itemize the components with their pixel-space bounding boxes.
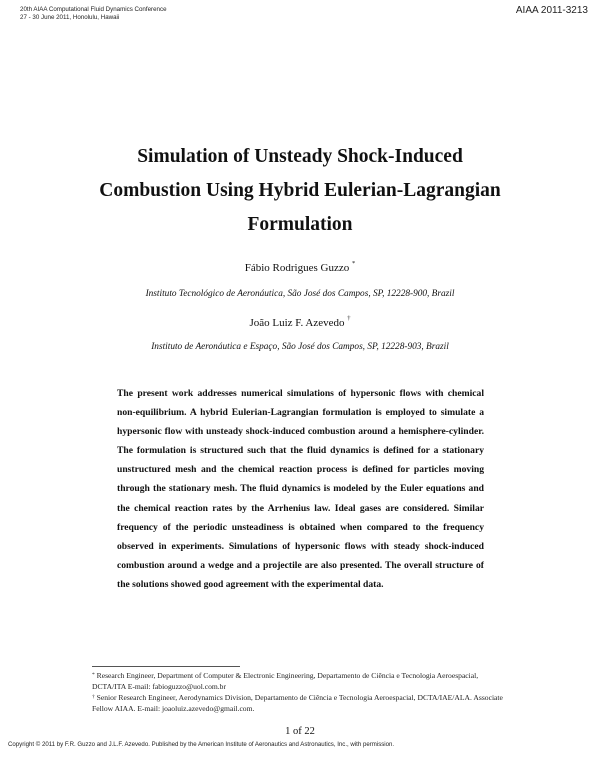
footnote-1-marker: *: [92, 672, 95, 678]
paper-id: AIAA 2011-3213: [515, 5, 588, 16]
title-line-3: Formulation: [247, 214, 353, 235]
title-line-2: Combustion Using Hybrid Eulerian-Lagrangian: [99, 180, 501, 201]
conference-date-location: 27 - 30 June 2011, Honolulu, Hawaii: [20, 14, 120, 21]
abstract: The present work addresses numerical simulations of hypersonic flows with chemical non-equilibrium. A hybrid Eulerian-Lagrangian formulation is employed to simulate a hypersonic flow with unsteady shock-induced combustion around a hemisphere-cylinder. The formulation is structured such that the fluid dynamics is defined for a stationary unstructured mesh and the chemical reaction process is defined for particles moving through the stationary mesh. The fluid dynamics is modeled by the Euler equations and the chemical reaction rates by the Arrhenius law. Ideal gases are considered. Similar frequency of the periodic unsteadiness is obtained when compared to the frequency observed in experiments. Simulations of hypersonic flows with steady shock-induced combustion around a wedge and a projectile are also presented. The overall structure of the solutions showed good agreement with the experimental data.: [117, 388, 484, 590]
conference-name: 20th AIAA Computational Fluid Dynamics Conference: [20, 6, 167, 13]
footnote-2-marker: †: [92, 694, 95, 700]
footnote-1-text: Research Engineer, Department of Computer & Electronic Engineering, Departamento de Ciência e Tecnologia Aeroespacial, DCTA/ITA E-mail: fabioguzzo@uol.com.br: [92, 671, 479, 691]
author-2: [0, 317, 600, 329]
author-1: [0, 262, 600, 274]
conference-header: [20, 6, 167, 22]
author-2-name: João Luiz F. Azevedo: [249, 317, 345, 329]
paper-title: [60, 140, 540, 242]
author-1-affiliation: Instituto Tecnológico de Aeronáutica, São José dos Campos, SP, 12228-900, Brazil: [145, 289, 455, 299]
footnote-2: [92, 692, 512, 714]
author-1-marker: *: [351, 260, 356, 267]
footnote-1: [92, 670, 512, 692]
footnote-2-text: Senior Research Engineer, Aerodynamics Division, Departamento de Ciência e Tecnologia Aeroespacial, DCTA/IAE/ALA. Associate Fellow AIAA. E-mail: joaoluiz.azevedo@gmail.com.: [92, 693, 503, 713]
page-number: 1 of 22: [285, 726, 315, 737]
title-line-1: Simulation of Unsteady Shock-Induced: [137, 146, 463, 167]
author-2-marker: †: [347, 315, 351, 322]
copyright-notice: Copyright © 2011 by F.R. Guzzo and J.L.F. Azevedo. Published by the American Institute of Aeronautics and Astronautics, Inc., with permission.: [8, 741, 395, 748]
footnote-rule: [92, 666, 240, 667]
footnotes: [92, 670, 512, 714]
author-2-affiliation: Instituto de Aeronáutica e Espaço, São José dos Campos, SP, 12228-903, Brazil: [151, 342, 449, 352]
author-1-name: Fábio Rodrigues Guzzo: [244, 262, 350, 274]
